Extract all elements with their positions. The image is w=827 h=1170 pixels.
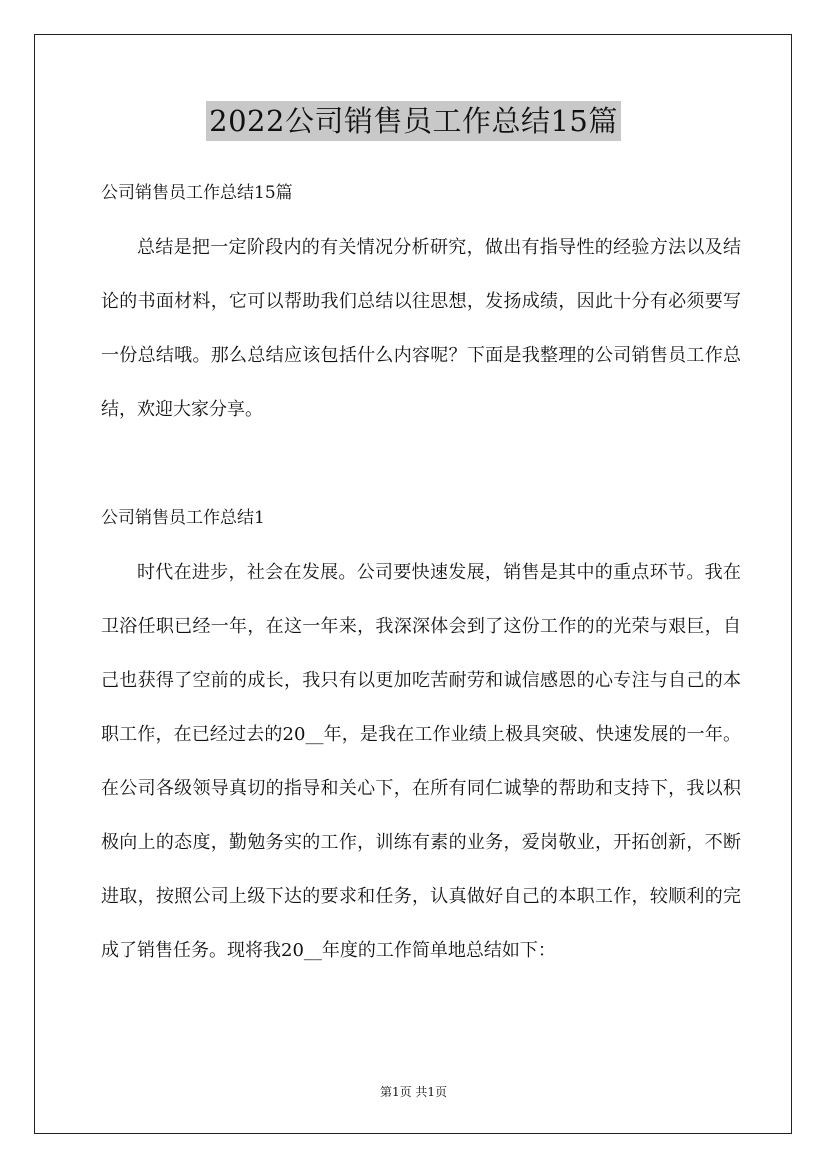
document-subtitle: 公司销售员工作总结15篇 bbox=[101, 183, 293, 203]
page-footer: 第1页 共1页 bbox=[379, 1085, 448, 1099]
section-1-paragraph: 时代在进步，社会在发展。公司要快速发展，销售是其中的重点环节。我在卫浴任职已经一年，在这一年来，我深深体会到了这份工作的的光荣与艰巨，自己也获得了空前的成长，我只有以更加吃苦耐劳和诚信感恩的心专注与自己的本职工作，在已经过去的20__年，是我在工作业绩上极具突破、快速发展的一年。在公司各级领导真切的指导和关心下，在所有同仁诚挚的帮助和支持下，我以积极向上的态度，勤勉务实的工作，训练有素的业务，爱岗敬业，开拓创新，不断进取，按照公司上级下达的要求和任务，认真做好自己的本职工作，较顺利的完成了销售任务。现将我20__年度的工作简单地总结如下： bbox=[101, 562, 741, 961]
section-heading-1: 公司销售员工作总结1 bbox=[101, 508, 265, 528]
title-container bbox=[0, 101, 827, 141]
document-title: 2022公司销售员工作总结15篇 bbox=[206, 101, 621, 141]
intro-paragraph: 总结是把一定阶段内的有关情况分析研究，做出有指导性的经验方法以及结论的书面材料，它可以帮助我们总结以往思想，发扬成绩，因此十分有必须要写一份总结哦。那么总结应该包括什么内容呢？下面是我整理的公司销售员工作总结，欢迎大家分享。 bbox=[101, 237, 741, 420]
